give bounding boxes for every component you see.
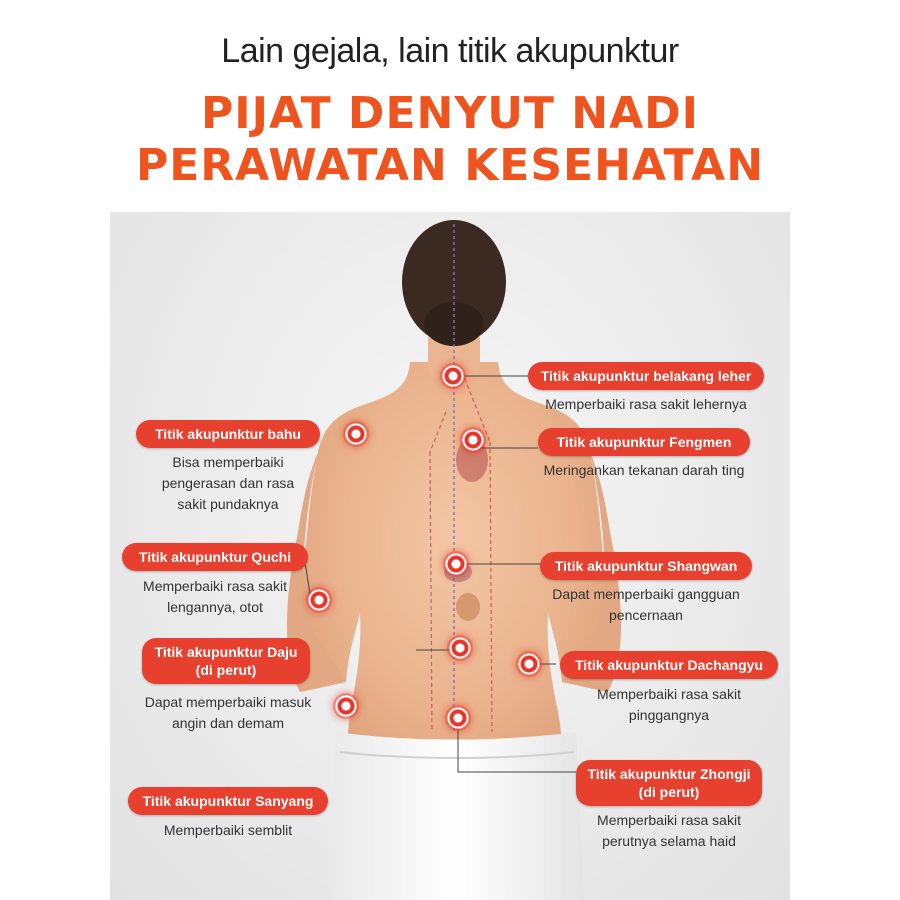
desc-fengmen-acupoint: Meringankan tekanan darah ting — [543, 462, 745, 478]
header-title-line-2: PERAWATAN KESEHATAN — [135, 140, 765, 191]
acupoint-marker-zhongji[interactable] — [445, 705, 471, 731]
label-sanyang-acupoint: Titik akupunktur Sanyang — [128, 787, 328, 815]
acupoint-marker-daju[interactable] — [447, 635, 473, 661]
acupoint-marker-shangwan[interactable] — [443, 551, 469, 577]
desc-quchi-acupoint: Memperbaiki rasa sakit lengannya, otot — [143, 578, 287, 615]
acupoint-marker-neck[interactable] — [440, 363, 466, 389]
desc-shoulder-acupoint: Bisa memperbaiki pengerasan dan rasa sakit pundaknya — [161, 454, 295, 512]
acupoint-marker-quchi[interactable] — [306, 587, 332, 613]
acupoint-marker-shoulder[interactable] — [343, 421, 369, 447]
label-neck-acupoint: Titik akupunktur belakang leher — [528, 362, 764, 390]
desc-shangwan-acupoint: Dapat memperbaiki gangguan pencernaan — [552, 586, 740, 623]
label-zhongji-acupoint: Titik akupunktur Zhongji (di perut) — [576, 760, 762, 806]
label-shangwan-acupoint: Titik akupunktur Shangwan — [540, 552, 752, 580]
label-daju-acupoint: Titik akupunktur Daju (di perut) — [142, 638, 310, 684]
label-dachangyu-acupoint: Titik akupunktur Dachangyu — [560, 651, 778, 679]
acupoint-marker-sanyang[interactable] — [333, 693, 359, 719]
label-fengmen-acupoint: Titik akupunktur Fengmen — [538, 428, 750, 456]
desc-dachangyu-acupoint: Memperbaiki rasa sakit pinggangnya — [597, 686, 741, 723]
desc-sanyang-acupoint: Memperbaiki semblit — [163, 822, 293, 838]
acupoint-marker-dachangyu[interactable] — [516, 651, 542, 677]
header-subtitle: Lain gejala, lain titik akupunktur — [221, 32, 679, 70]
desc-daju-acupoint: Dapat memperbaiki masuk angin dan demam — [144, 694, 312, 731]
header-title-line-1: PIJAT DENYUT NADI — [200, 88, 700, 139]
desc-zhongji-acupoint: Memperbaiki rasa sakit perutnya selama haid — [597, 812, 741, 849]
label-shoulder-acupoint: Titik akupunktur bahu — [136, 420, 320, 448]
acupoint-marker-fengmen[interactable] — [460, 427, 486, 453]
label-quchi-acupoint: Titik akupunktur Quchi — [122, 543, 308, 571]
desc-neck-acupoint: Memperbaiki rasa sakit lehernya — [545, 396, 747, 412]
